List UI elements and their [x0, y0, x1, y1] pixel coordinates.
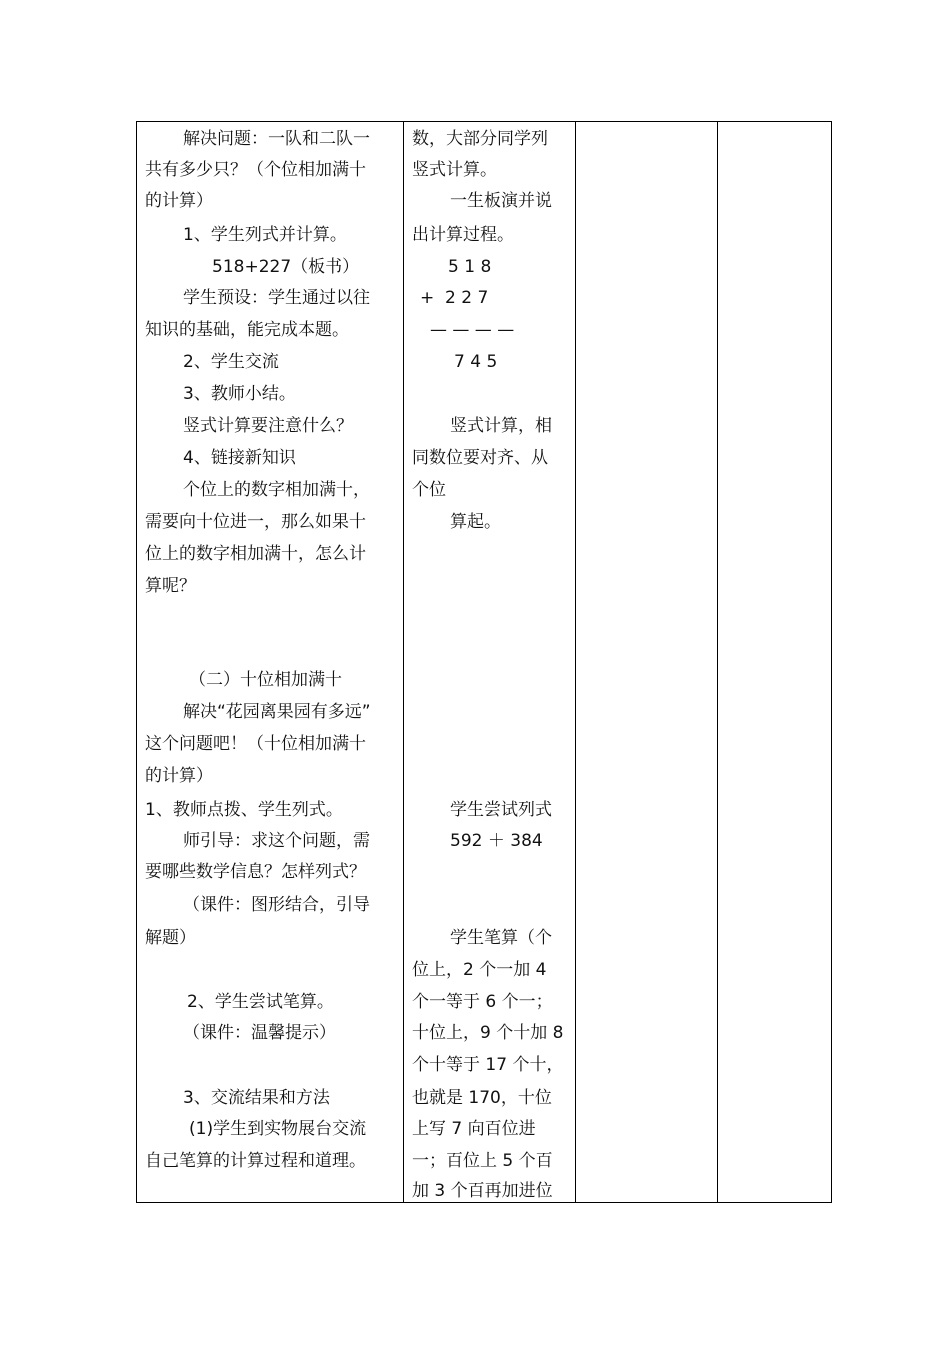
teacher-text-line: 知识的基础，能完成本题。	[145, 320, 349, 340]
teacher-text-line: 518+227（板书）	[212, 257, 360, 277]
teacher-text-line: 2、学生尝试笔算。	[187, 992, 334, 1012]
student-text-line: 学生笔算（个	[450, 928, 552, 948]
teacher-text-line: (1)学生到实物展台交流	[189, 1119, 367, 1139]
teacher-text-line: 解题）	[145, 928, 196, 948]
student-text-line: 个位	[412, 480, 446, 500]
empty-column-4	[718, 122, 831, 1202]
student-text-line: 个十等于 17 个十，	[412, 1055, 564, 1075]
teacher-text-line: 的计算）	[145, 191, 213, 211]
student-text-line: 学生尝试列式	[450, 800, 552, 820]
teacher-text-line: 解决问题：一队和二队一	[183, 129, 370, 149]
student-text-line: 出计算过程。	[412, 225, 514, 245]
student-text-line: 一生板演并说	[450, 191, 552, 211]
lesson-table	[136, 121, 832, 1203]
student-text-line: 也就是 170，十位	[412, 1088, 552, 1108]
teacher-text-line: 竖式计算要注意什么？	[183, 416, 353, 436]
teacher-text-line: 3、交流结果和方法	[183, 1088, 330, 1108]
student-text-line: 一；百位上 5 个百	[412, 1151, 553, 1171]
vertical-calc-rule: — — — —	[430, 320, 515, 340]
student-text-line: 竖式计算。	[412, 160, 497, 180]
empty-column-3	[576, 122, 717, 1202]
teacher-text-line: 这个问题吧！（十位相加满十	[145, 734, 366, 754]
teacher-text-line: 个位上的数字相加满十，	[183, 480, 370, 500]
vertical-calc-line: + 2 2 7	[420, 288, 489, 308]
teacher-text-line: 1、教师点拨、学生列式。	[145, 800, 343, 820]
student-text-line: 加 3 个百再加进位	[412, 1181, 553, 1201]
student-text-line: 个一等于 6 个一；	[412, 992, 553, 1012]
vertical-calc-line: 5 1 8	[448, 257, 492, 277]
teacher-text-line: 算呢？	[145, 576, 196, 596]
teacher-text-line: 1、学生列式并计算。	[183, 225, 347, 245]
teacher-text-line: （课件：温馨提示）	[183, 1023, 336, 1043]
student-text-line: 十位上，9 个十加 8	[412, 1023, 564, 1043]
vertical-calc-result: 7 4 5	[454, 352, 498, 372]
student-text-line: 数，大部分同学列	[412, 129, 548, 149]
teacher-text-line: 自己笔算的计算过程和道理。	[145, 1151, 366, 1171]
teacher-text-line: 师引导：求这个问题，需	[183, 831, 370, 851]
teacher-text-line: 4、链接新知识	[183, 448, 296, 468]
student-text-line: 上写 7 向百位进	[412, 1119, 536, 1139]
teacher-text-line: 3、教师小结。	[183, 384, 296, 404]
teacher-text-line: 2、学生交流	[183, 352, 279, 372]
teacher-text-line: 需要向十位进一，那么如果十	[145, 512, 366, 532]
student-text-line: 同数位要对齐、从	[412, 448, 548, 468]
teacher-text-line: 学生预设：学生通过以往	[183, 288, 370, 308]
teacher-text-line: 位上的数字相加满十，怎么计	[145, 544, 366, 564]
teacher-text-line: （课件：图形结合，引导	[183, 895, 370, 915]
teacher-text-line: 要哪些数学信息？怎样列式？	[145, 862, 366, 882]
student-activity-column	[404, 122, 575, 1202]
student-text-line: 592 ＋ 384	[450, 831, 543, 851]
teacher-activity-column	[137, 122, 403, 1202]
student-text-line: 竖式计算，相	[450, 416, 552, 436]
teacher-text-line: 共有多少只？（个位相加满十	[145, 160, 366, 180]
teacher-text-line: 解决“花园离果园有多远”	[183, 702, 371, 722]
teacher-text-line: 的计算）	[145, 766, 213, 786]
teacher-section-heading: （二）十位相加满十	[189, 670, 342, 690]
student-text-line: 位上，2 个一加 4	[412, 960, 547, 980]
student-text-line: 算起。	[450, 512, 501, 532]
